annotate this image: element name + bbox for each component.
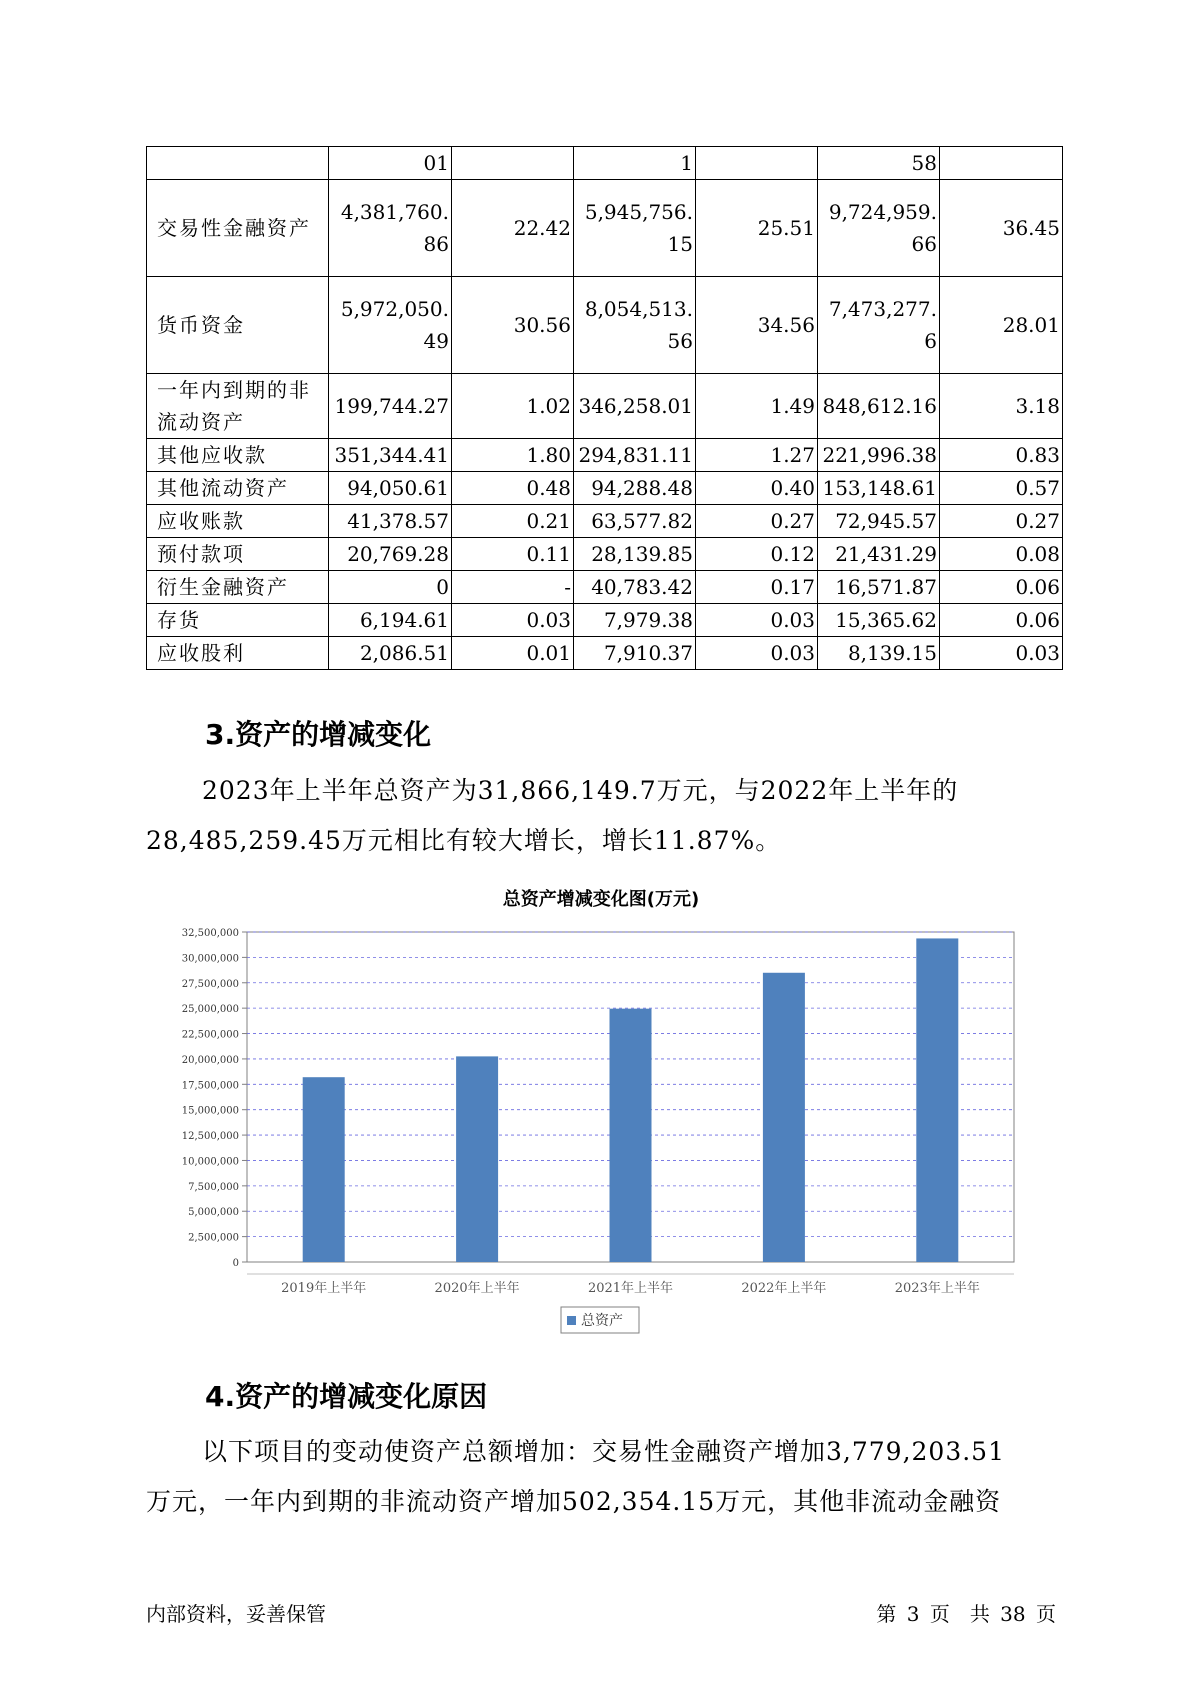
y-tick-label: 0 [232,1258,239,1269]
value-cell: 8,139.15 [818,637,940,670]
value-cell: 5,972,050.49 [329,277,452,374]
value-cell: 7,979.38 [574,604,696,637]
y-tick-label: 10,000,000 [181,1156,239,1168]
table-row [147,277,1063,374]
table-row [147,538,1063,571]
value-cell: 21,431.29 [818,538,940,571]
row-label-cell: 其他流动资产 [147,472,329,505]
bar [763,973,805,1262]
value-cell: 0.48 [452,472,574,505]
value-cell: 0.06 [940,604,1063,637]
value-cell: 22.42 [452,180,574,277]
table-row [147,439,1063,472]
bar [456,1056,498,1262]
value-cell: 7,910.37 [574,637,696,670]
table-row [147,604,1063,637]
value-cell: 0.03 [452,604,574,637]
table-row [147,571,1063,604]
row-label-cell: 预付款项 [147,538,329,571]
y-tick-label: 22,500,000 [181,1029,239,1041]
value-cell: 15,365.62 [818,604,940,637]
value-cell: 41,378.57 [329,505,452,538]
legend-swatch [567,1316,576,1325]
value-cell: 848,612.16 [818,374,940,439]
value-cell [452,147,574,180]
value-cell: 153,148.61 [818,472,940,505]
y-tick-label: 25,000,000 [181,1004,239,1016]
y-tick-label: 15,000,000 [181,1105,239,1117]
value-cell: 72,945.57 [818,505,940,538]
table-row [147,147,1063,180]
value-cell [696,147,818,180]
value-cell: 351,344.41 [329,439,452,472]
value-cell: 346,258.01 [574,374,696,439]
value-cell: 0.57 [940,472,1063,505]
value-cell: 25.51 [696,180,818,277]
legend-label: 总资产 [581,1313,623,1329]
y-tick-label: 20,000,000 [181,1054,239,1066]
value-cell: 199,744.27 [329,374,452,439]
value-cell: 36.45 [940,180,1063,277]
section-3-paragraph [146,766,1056,866]
value-cell: 0.21 [452,505,574,538]
value-cell: 0.01 [452,637,574,670]
value-cell: 34.56 [696,277,818,374]
row-label-cell: 应收股利 [147,637,329,670]
value-cell: 294,831.11 [574,439,696,472]
value-cell: 9,724,959.66 [818,180,940,277]
table-row [147,505,1063,538]
value-cell: 30.56 [452,277,574,374]
row-label-cell: 货币资金 [147,277,329,374]
bar [916,938,958,1262]
value-cell: 0.03 [696,637,818,670]
section-4-line-2: 万元，一年内到期的非流动资产增加502,354.15万元，其他非流动金融资 [146,1487,1002,1516]
value-cell: 94,288.48 [574,472,696,505]
value-cell: 58 [818,147,940,180]
y-tick-label: 5,000,000 [188,1207,239,1219]
row-label-cell [147,147,329,180]
value-cell: 2,086.51 [329,637,452,670]
section-4-paragraph [146,1427,1056,1527]
value-cell: 4,381,760.86 [329,180,452,277]
y-tick-label: 30,000,000 [181,953,239,965]
x-tick-label: 2019年上半年 [281,1281,367,1296]
table-row [147,180,1063,277]
table-row [147,374,1063,439]
x-tick-label: 2020年上半年 [434,1281,520,1296]
value-cell: 0.83 [940,439,1063,472]
value-cell: 221,996.38 [818,439,940,472]
value-cell: 0 [329,571,452,604]
y-tick-label: 17,500,000 [181,1080,239,1092]
y-tick-label: 32,500,000 [181,928,239,939]
value-cell: 1.27 [696,439,818,472]
value-cell: 0.03 [696,604,818,637]
value-cell: 01 [329,147,452,180]
row-label-cell: 一年内到期的非流动资产 [147,374,329,439]
table-row [147,472,1063,505]
section-3-heading: 3.资产的增减变化 [205,718,432,751]
y-tick-label: 7,500,000 [188,1181,239,1193]
x-tick-label: 2023年上半年 [894,1281,980,1296]
value-cell [940,147,1063,180]
value-cell: 63,577.82 [574,505,696,538]
x-tick-label: 2021年上半年 [587,1281,674,1296]
section-4-heading: 4.资产的增减变化原因 [205,1380,488,1413]
row-label-cell: 交易性金融资产 [147,180,329,277]
value-cell: 0.08 [940,538,1063,571]
total-assets-bar-chart [146,922,1056,1342]
value-cell: 94,050.61 [329,472,452,505]
y-tick-label: 27,500,000 [181,978,239,990]
footer-page-number: 第 3 页 共 38 页 [876,1602,1056,1626]
value-cell: 1.80 [452,439,574,472]
bar [610,1009,652,1262]
value-cell: 16,571.87 [818,571,940,604]
value-cell: 1.02 [452,374,574,439]
row-label-cell: 其他应收款 [147,439,329,472]
value-cell: 1.49 [696,374,818,439]
asset-table [146,146,1063,670]
section-3-line-1: 2023年上半年总资产为31,866,149.7万元，与2022年上半年的 [202,776,959,805]
value-cell: 28,139.85 [574,538,696,571]
value-cell: 1 [574,147,696,180]
value-cell: 20,769.28 [329,538,452,571]
chart-title: 总资产增减变化图(万元) [502,889,700,910]
value-cell: 6,194.61 [329,604,452,637]
value-cell: 40,783.42 [574,571,696,604]
value-cell: 0.17 [696,571,818,604]
y-tick-label: 12,500,000 [181,1131,239,1143]
value-cell: 5,945,756.15 [574,180,696,277]
value-cell: 8,054,513.56 [574,277,696,374]
value-cell: 0.12 [696,538,818,571]
value-cell: 0.03 [940,637,1063,670]
row-label-cell: 存货 [147,604,329,637]
bar [303,1077,345,1262]
value-cell: 0.27 [940,505,1063,538]
value-cell: 0.27 [696,505,818,538]
value-cell: 0.40 [696,472,818,505]
value-cell: 28.01 [940,277,1063,374]
row-label-cell: 应收账款 [147,505,329,538]
value-cell: 7,473,277.6 [818,277,940,374]
footer-confidential-note: 内部资料，妥善保管 [146,1602,326,1626]
value-cell: 0.11 [452,538,574,571]
value-cell: - [452,571,574,604]
y-tick-label: 2,500,000 [188,1232,239,1244]
x-tick-label: 2022年上半年 [741,1281,827,1296]
section-3-line-2: 28,485,259.45万元相比有较大增长，增长11.87%。 [146,826,782,855]
table-row [147,637,1063,670]
value-cell: 3.18 [940,374,1063,439]
section-4-line-1: 以下项目的变动使资产总额增加：交易性金融资产增加3,779,203.51 [202,1437,1005,1466]
value-cell: 0.06 [940,571,1063,604]
row-label-cell: 衍生金融资产 [147,571,329,604]
